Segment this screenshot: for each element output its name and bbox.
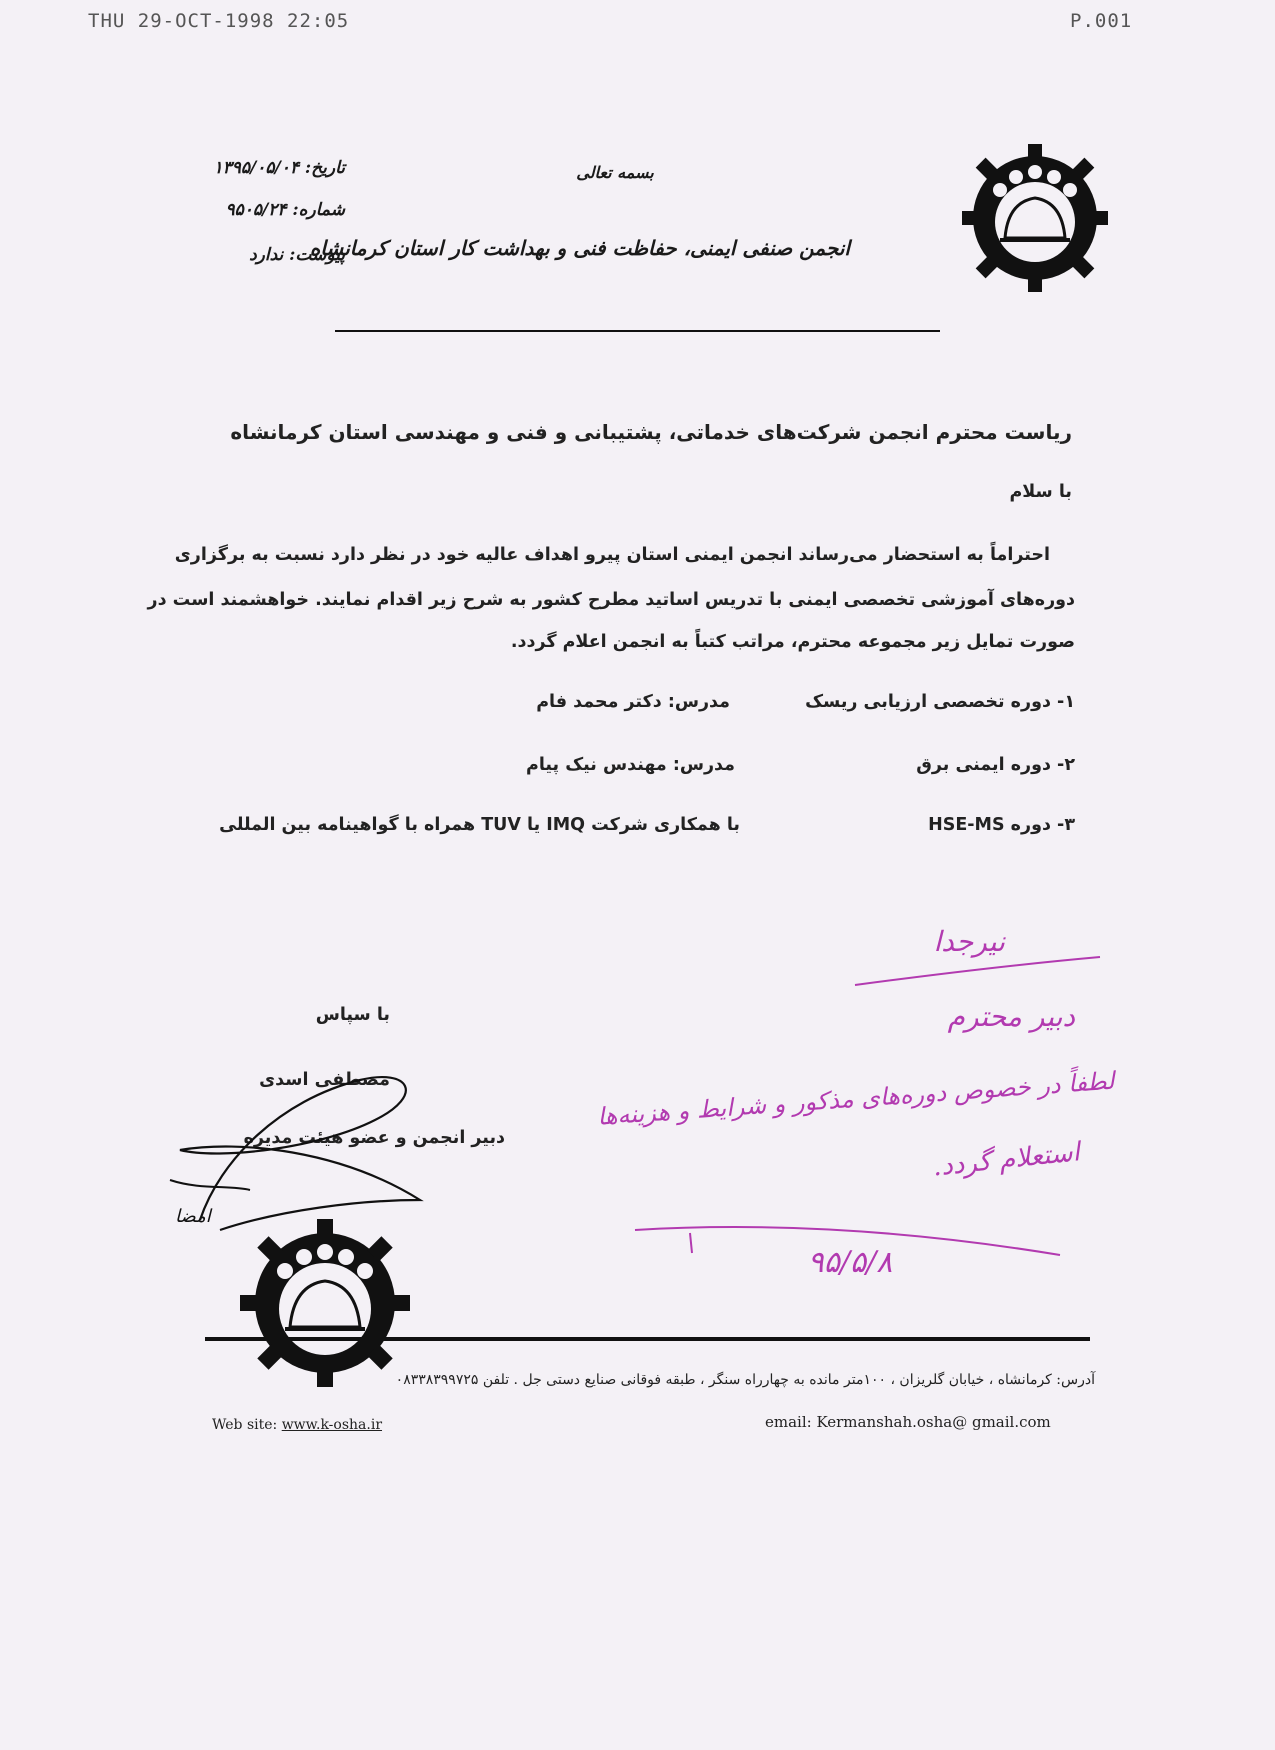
letter-attachment: پیوست: ندارد bbox=[249, 245, 345, 265]
invocation: بسمه تعالی bbox=[576, 163, 654, 182]
footer-email[interactable]: email: Kermanshah.osha@ gmail.com bbox=[765, 1413, 1051, 1431]
website-label: Web site: bbox=[212, 1417, 278, 1433]
gear-helmet-logo-icon bbox=[950, 130, 1120, 300]
association-name: انجمن صنفی ایمنی، حفاظت فنی و بهداشت کار استان کرمانشاه bbox=[309, 236, 850, 260]
handwritten-line-3: لطفاً در خصوص دوره‌های مذکور و شرایط و هزینه‌ها bbox=[596, 1066, 1116, 1131]
signer-title: دبیر انجمن و عضو هیئت مدیره bbox=[243, 1128, 505, 1148]
paragraph-line-3: صورت تمایل زیر مجموعه محترم، مراتب کتباً به انجمن اعلام گردد. bbox=[510, 632, 1075, 652]
handwritten-underline bbox=[850, 955, 1110, 995]
course-3-detail: با همکاری شرکت IMQ یا TUV همراه با گواهینامه بین المللی bbox=[219, 815, 740, 835]
website-link[interactable]: www.k-osha.ir bbox=[281, 1417, 383, 1433]
header-divider bbox=[335, 330, 940, 332]
fax-header-right: P.001 bbox=[1070, 10, 1133, 32]
salutation: با سلام bbox=[1009, 482, 1072, 502]
signer-name: مصطفی اسدی bbox=[259, 1070, 390, 1090]
letter-number: شماره: ۹۵۰۵/۲۴ bbox=[225, 200, 345, 220]
handwritten-line-1: نیرجدا bbox=[933, 925, 1005, 958]
paragraph-line-1: احتراماً به استحضار می‌رساند انجمن ایمنی استان پیرو اهداف عالیه خود در نظر دارد نسبت به برگزاری bbox=[174, 545, 1050, 565]
handwritten-line-4: استعلام گردد. bbox=[931, 1137, 1082, 1183]
footer-website bbox=[212, 1417, 432, 1433]
course-2-title: ۲- دوره ایمنی برق bbox=[916, 755, 1075, 775]
letter-date: تاریخ: ۱۳۹۵/۰۵/۰۴ bbox=[213, 158, 345, 178]
fax-header-left: THU 29-OCT-1998 22:05 bbox=[88, 10, 350, 32]
footer-address: آدرس: کرمانشاه ، خیابان گلریزان ، ۱۰۰متر مانده به چهارراه سنگر ، طبقه فوقانی صنایع دستی جل . تلفن ۰۸۳۳۸۳۹۹۷۲۵ bbox=[395, 1372, 1095, 1388]
recipient-line: ریاست محترم انجمن شرکت‌های خدماتی، پشتیبانی و فنی و مهندسی استان کرمانشاه bbox=[230, 420, 1072, 444]
course-1-title: ۱- دوره تخصصی ارزیابی ریسک bbox=[805, 692, 1075, 712]
closing: با سپاس bbox=[315, 1005, 390, 1025]
handwritten-line-2: دبیر محترم bbox=[947, 1000, 1075, 1033]
course-2-detail: مدرس: مهندس نیک پیام bbox=[526, 755, 735, 775]
handwritten-date: ۹۵/۵/۸ bbox=[807, 1245, 893, 1280]
gear-helmet-stamp-icon bbox=[230, 1205, 420, 1395]
footer-divider bbox=[205, 1337, 1090, 1341]
signature-text: امضا bbox=[175, 1206, 211, 1227]
course-1-detail: مدرس: دکتر محمد فام bbox=[536, 692, 730, 712]
paragraph-line-2: دوره‌های آموزشی تخصصی ایمنی با تدریس اساتید مطرح کشور به شرح زیر اقدام نمایند. خواهشمند است در bbox=[147, 590, 1075, 610]
course-3-title: ۳- دوره HSE-MS bbox=[928, 815, 1075, 835]
